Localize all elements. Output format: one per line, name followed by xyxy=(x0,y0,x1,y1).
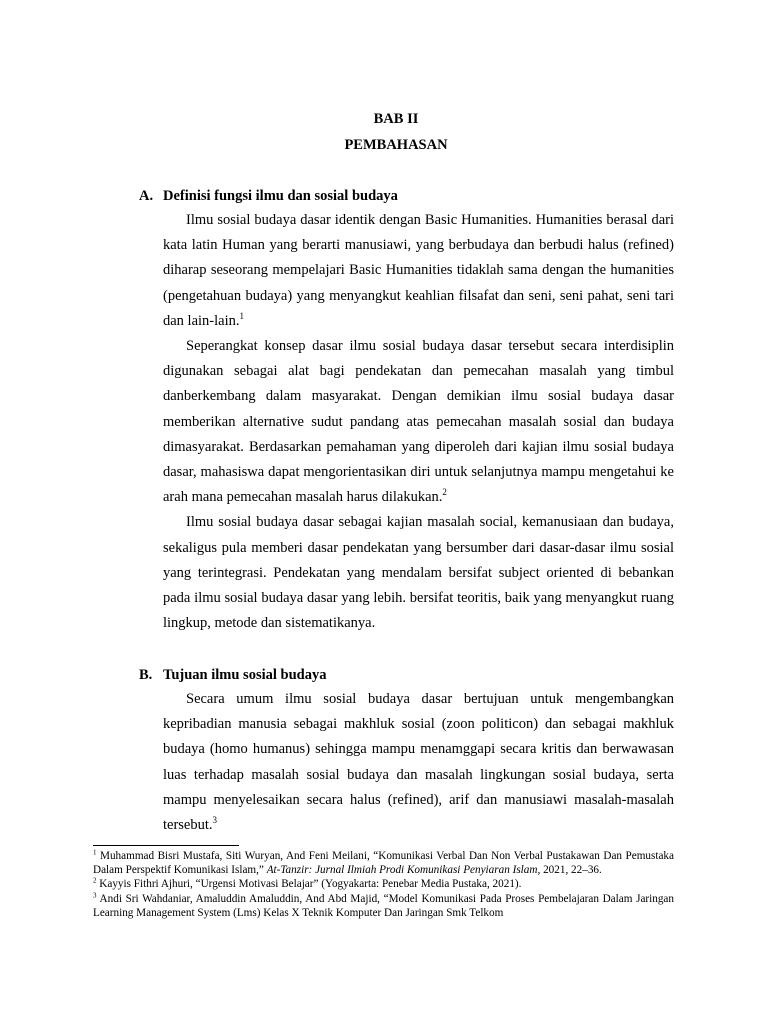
section-b-letter: B. xyxy=(139,667,153,683)
chapter-number: BAB II xyxy=(373,111,419,127)
section-b-body xyxy=(163,687,674,838)
section-a-heading xyxy=(139,188,398,205)
footnote-separator xyxy=(93,845,239,846)
footnote-1: $^1$ Muhammad Bisri Mustafa, Siti Wuryan, And Feni Meilani, “Komunikasi Verbal Dan Non Verbal Pustakawan Dan Pemustaka Dalam Perspektif Komunikasi Islam,” At-Tanzir: Jurnal Ilmiah Prodi Komunikasi Penyiaran Islam, 2021, 22–36. xyxy=(93,848,674,877)
paragraph: Seperangkat konsep dasar ilmu sosial budaya dasar tersebut secara interdisiplin digunakan sebagai alat bagi pendekatan dan pemecahan masalah yang timbul danberkembang dalam masyarakat. Dengan demikian ilmu sosial budaya dasar memberikan alternative sudut pandang atas pemecahan masalah sosial dan budaya dimasyarakat. Berdasarkan pemahaman yang diperoleh dari kajian ilmu sosial budaya dasar, mahasiswa dapat mengorientasikan diri untuk selanjutnya mampu mengetahui ke arah mana pemecahan masalah harus dilakukan.$^2$ xyxy=(163,338,674,506)
footnote-ref[interactable]: 2 xyxy=(442,487,447,498)
section-a-title: Definisi fungsi ilmu dan sosial budaya xyxy=(163,188,398,204)
footnote-3: $^3$ Andi Sri Wahdaniar, Amaluddin Amaluddin, And Abd Majid, “Model Komunikasi Pada Proses Pembelajaran Dalam Jaringan Learning Management System (Lms) Kelas X Teknik Komputer Dan Jaringan Smk Telkom xyxy=(93,890,674,919)
paragraph: Ilmu sosial budaya dasar identik dengan Basic Humanities. Humanities berasal dari kata latin Human yang berarti manusiawi, yang berbudaya dan berbudi halus (refined) diharap seseorang mempelajari Basic Humanities tidaklah sama dengan the humanities (pengetahuan budaya) yang menyangkut keahlian filsafat dan seni, seni pahat, seni tari dan lain-lain.$^1$ xyxy=(163,212,674,329)
paragraph: Secara umum ilmu sosial budaya dasar bertujuan untuk mengembangkan kepribadian manusia sebagai makhluk sosial (zoon politicon) dan sebagai makhluk budaya (homo humanus) sehingga mampu menamggapi secara kritis dan berwawasan luas terhadap masalah sosial budaya dan masalah lingkungan sosial budaya, serta mampu menyelesaikan secara halus (refined), arif dan manusiawi masalah-masalah tersebut.$^3$ xyxy=(163,691,674,834)
footnote-2: $^2$ Kayyis Fithri Ajhuri, “Urgensi Motivasi Belajar” (Yogyakarta: Penebar Media Pustaka, 2021). xyxy=(93,876,522,891)
chapter-title: PEMBAHASAN xyxy=(344,137,448,153)
section-a-body xyxy=(163,208,674,636)
section-b-title: Tujuan ilmu sosial budaya xyxy=(163,667,327,683)
section-a-letter: A. xyxy=(139,188,154,204)
footnote-ref[interactable]: 3 xyxy=(212,815,218,826)
footnote-ref[interactable]: 1 xyxy=(239,310,245,321)
paragraph: Ilmu sosial budaya dasar sebagai kajian masalah social, kemanusiaan dan budaya, sekaligus pula memberi dasar pendekatan yang bersumber dari dasar-dasar ilmu sosial yang terintegrasi. Pendekatan yang mendalam bersifat subject oriented di bebankan pada ilmu sosial budaya dasar yang lebih. bersifat teoritis, baik yang menyangkut ruang lingkup, metode dan sistematikanya. xyxy=(163,514,674,632)
section-b-heading xyxy=(139,667,326,684)
footnotes xyxy=(93,849,674,920)
